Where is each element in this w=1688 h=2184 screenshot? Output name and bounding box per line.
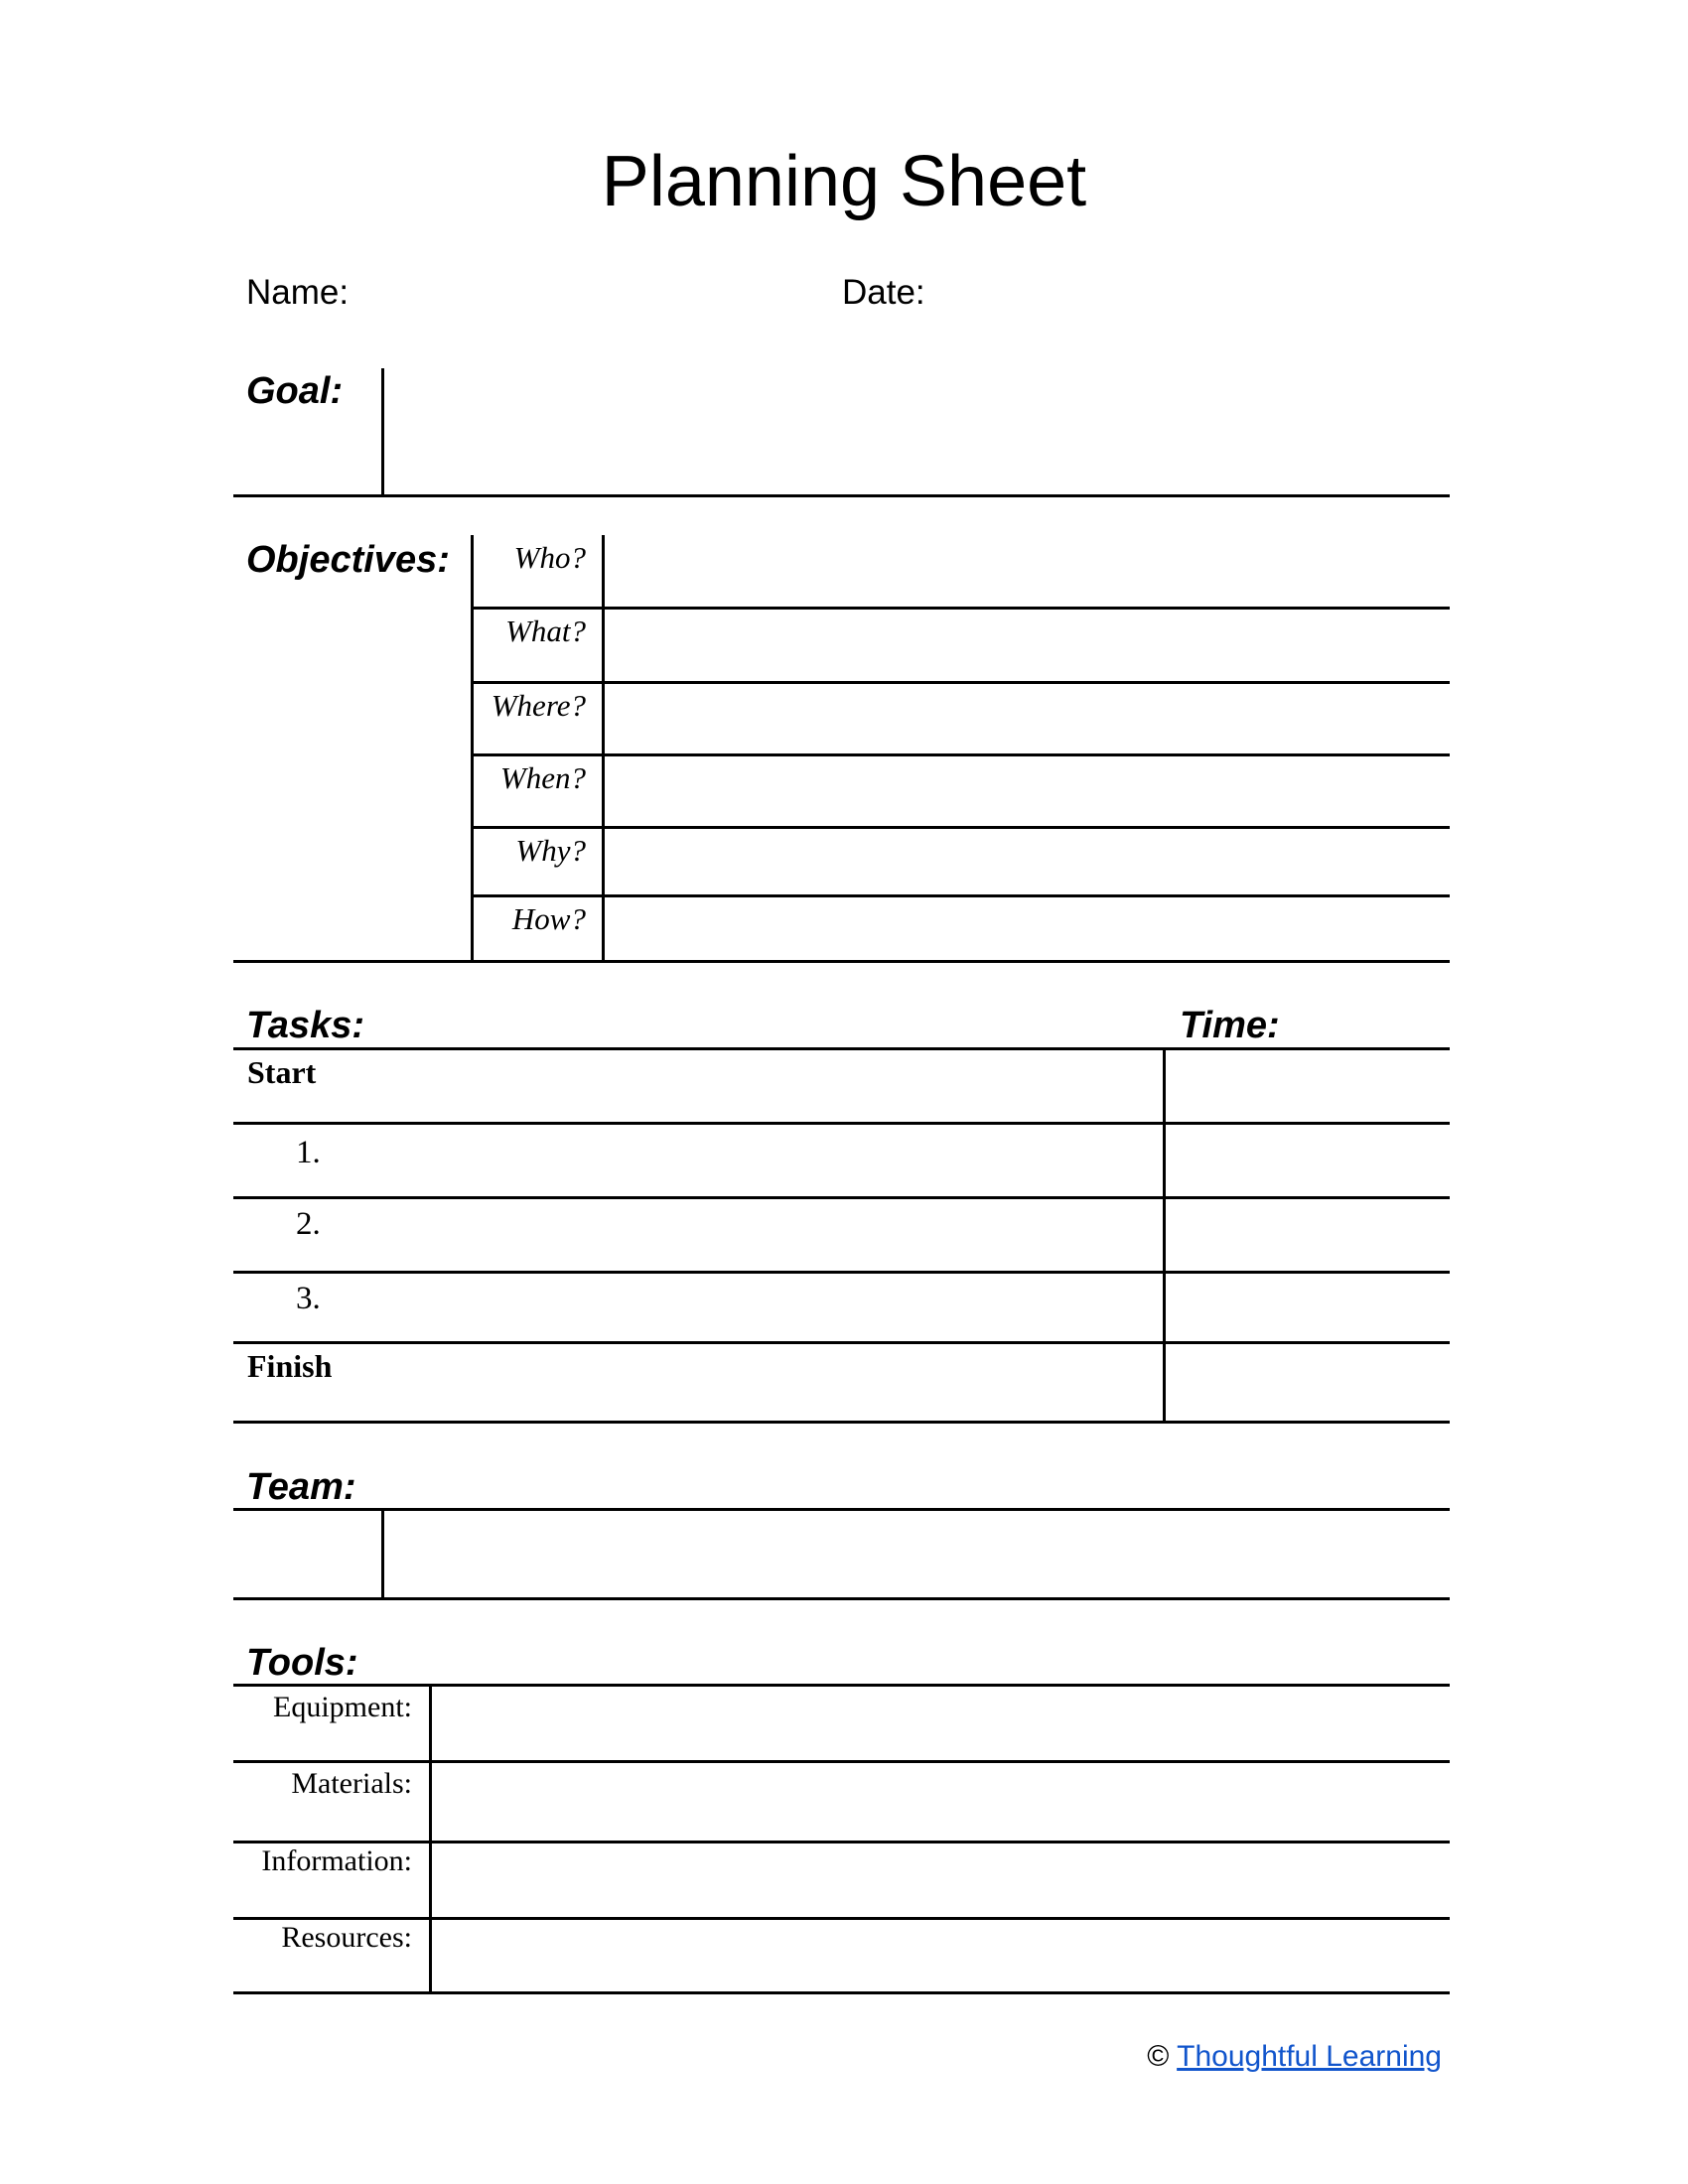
objective-what-field[interactable] — [608, 612, 1450, 679]
objective-when-field[interactable] — [608, 758, 1450, 824]
tools-rule — [233, 1917, 1450, 1920]
objective-rule — [471, 607, 1450, 610]
name-label: Name: — [246, 273, 350, 312]
team-top-rule — [233, 1508, 1450, 1511]
task-1-label: 1. — [296, 1135, 321, 1170]
task-finish-time-field[interactable] — [1169, 1346, 1450, 1420]
thoughtful-learning-link[interactable]: Thoughtful Learning — [1177, 2040, 1442, 2073]
tasks-label: Tasks: — [246, 1005, 364, 1046]
objective-what-label: What? — [505, 614, 586, 648]
task-2-field[interactable] — [338, 1201, 1157, 1269]
tools-bottom-rule — [233, 1991, 1450, 1994]
task-2-label: 2. — [296, 1206, 321, 1242]
goal-label: Goal: — [246, 370, 344, 412]
task-3-field[interactable] — [338, 1276, 1157, 1339]
task-start-field[interactable] — [397, 1052, 1157, 1120]
objective-who-label: Who? — [513, 540, 586, 575]
objective-rule — [471, 753, 1450, 756]
tasks-top-rule — [233, 1047, 1450, 1050]
team-divider — [381, 1508, 384, 1599]
objective-where-field[interactable] — [608, 686, 1450, 751]
goal-write-area[interactable] — [387, 369, 1450, 492]
objective-how-label: How? — [511, 901, 586, 936]
task-rule — [233, 1271, 1450, 1274]
team-bottom-rule — [233, 1597, 1450, 1600]
task-start-time-field[interactable] — [1169, 1052, 1450, 1120]
tools-resources-label: Resources: — [281, 1921, 412, 1954]
task-2-time-field[interactable] — [1169, 1201, 1450, 1269]
goal-bottom-rule — [233, 494, 1450, 497]
objective-who-field[interactable] — [608, 538, 1450, 606]
task-rule — [233, 1196, 1450, 1199]
objective-where-label: Where? — [491, 688, 586, 723]
tools-equipment-label: Equipment: — [273, 1691, 412, 1723]
task-start-label: Start — [247, 1054, 317, 1090]
tasks-bottom-rule — [233, 1421, 1450, 1424]
objectives-left-divider — [471, 535, 474, 962]
tasks-time-divider — [1163, 1047, 1166, 1423]
time-label: Time: — [1180, 1005, 1280, 1046]
tools-materials-label: Materials: — [291, 1767, 412, 1800]
task-finish-label: Finish — [247, 1348, 333, 1384]
objectives-label: Objectives: — [246, 539, 450, 581]
objective-rule — [471, 826, 1450, 829]
task-finish-field[interactable] — [397, 1346, 1157, 1420]
task-3-label: 3. — [296, 1281, 321, 1316]
task-1-time-field[interactable] — [1169, 1127, 1450, 1194]
goal-divider — [381, 368, 384, 496]
team-label: Team: — [246, 1466, 356, 1508]
tools-information-field[interactable] — [435, 1845, 1450, 1915]
tools-rule — [233, 1760, 1450, 1763]
tools-label: Tools: — [246, 1642, 358, 1684]
objective-how-field[interactable] — [608, 899, 1450, 959]
date-label: Date: — [842, 273, 925, 312]
page-title: Planning Sheet — [601, 142, 1087, 221]
objective-when-label: When? — [499, 760, 586, 795]
tools-divider — [429, 1684, 432, 1993]
tools-information-label: Information: — [261, 1844, 412, 1877]
tools-resources-field[interactable] — [435, 1922, 1450, 1989]
task-rule — [233, 1122, 1450, 1125]
objective-rule — [471, 681, 1450, 684]
tools-materials-field[interactable] — [435, 1765, 1450, 1839]
objectives-right-divider — [602, 535, 605, 962]
copyright-symbol: © — [1147, 2040, 1170, 2073]
tools-equipment-field[interactable] — [435, 1689, 1450, 1758]
task-1-field[interactable] — [338, 1127, 1157, 1194]
team-write-area[interactable] — [387, 1513, 1450, 1594]
objective-rule — [471, 894, 1450, 897]
task-3-time-field[interactable] — [1169, 1276, 1450, 1339]
objective-why-field[interactable] — [608, 831, 1450, 892]
objectives-bottom-rule — [233, 960, 1450, 963]
task-rule — [233, 1341, 1450, 1344]
footer-credit — [1147, 2039, 1442, 2075]
objective-why-label: Why? — [515, 833, 586, 868]
tools-rule — [233, 1841, 1450, 1843]
tools-top-rule — [233, 1684, 1450, 1687]
